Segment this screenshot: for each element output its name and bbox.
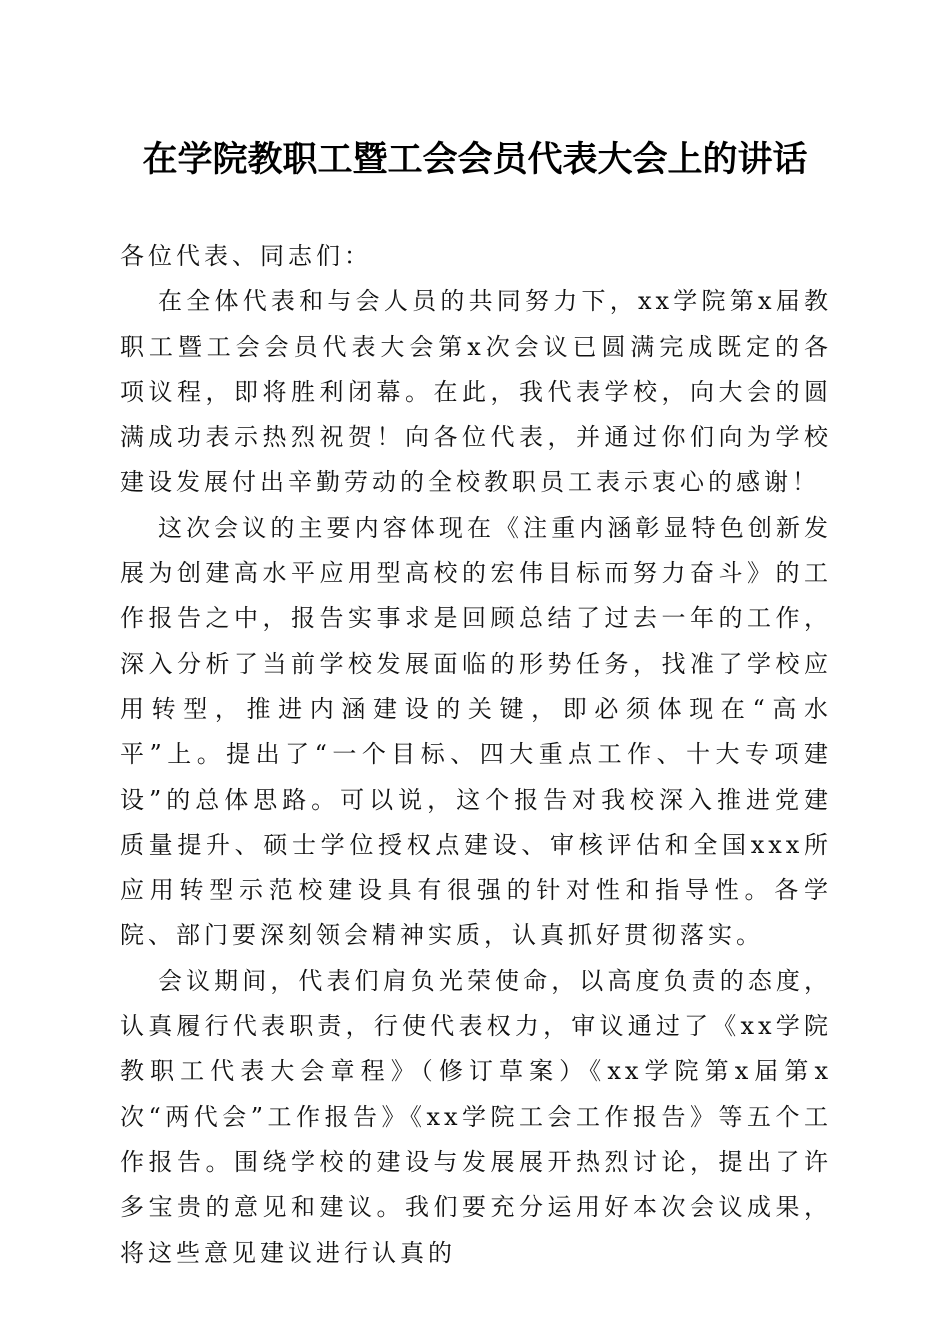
paragraph-2: 这次会议的主要内容体现在《注重内涵彰显特色创新发展为创建高水平应用型高校的宏伟目标而努力奋斗》的工作报告之中，报告实事求是回顾总结了过去一年的工作，深入分析了当前学校发展面临的形势任务，找准了学校应用转型，推进内涵建设的关键，即必须体现在“高水平”上。提出了“一个目标、四大重点工作、十大专项建设”的总体思路。可以说，这个报告对我校深入推进党建质量提升、硕士学位授权点建设、审核评估和全国xxx所应用转型示范校建设具有很强的针对性和指导性。各学院、部门要深刻领会精神实质，认真抓好贯彻落实。: [120, 513, 832, 950]
document-body: [120, 234, 832, 1276]
salutation: 各位代表、同志们：: [120, 242, 372, 270]
paragraph-1: 在全体代表和与会人员的共同努力下，xx学院第x届教职工暨工会会员代表大会第x次会议已圆满完成既定的各项议程，即将胜利闭幕。在此，我代表学校，向大会的圆满成功表示热烈祝贺！向各位代表，并通过你们向为学校建设发展付出辛勤劳动的全校教职员工表示衷心的感谢！: [120, 287, 832, 497]
paragraph-3: 会议期间，代表们肩负光荣使命，以高度负责的态度，认真履行代表职责，行使代表权力，审议通过了《xx学院教职工代表大会章程》（修订草案）《xx学院第x届第x次“两代会”工作报告》《xx学院工会工作报告》等五个工作报告。围绕学校的建设与发展展开热烈讨论，提出了许多宝贵的意见和建议。我们要充分运用好本次会议成果，将这些意见建议进行认真的: [120, 966, 832, 1267]
document-title: 在学院教职工暨工会会员代表大会上的讲话: [142, 139, 808, 180]
